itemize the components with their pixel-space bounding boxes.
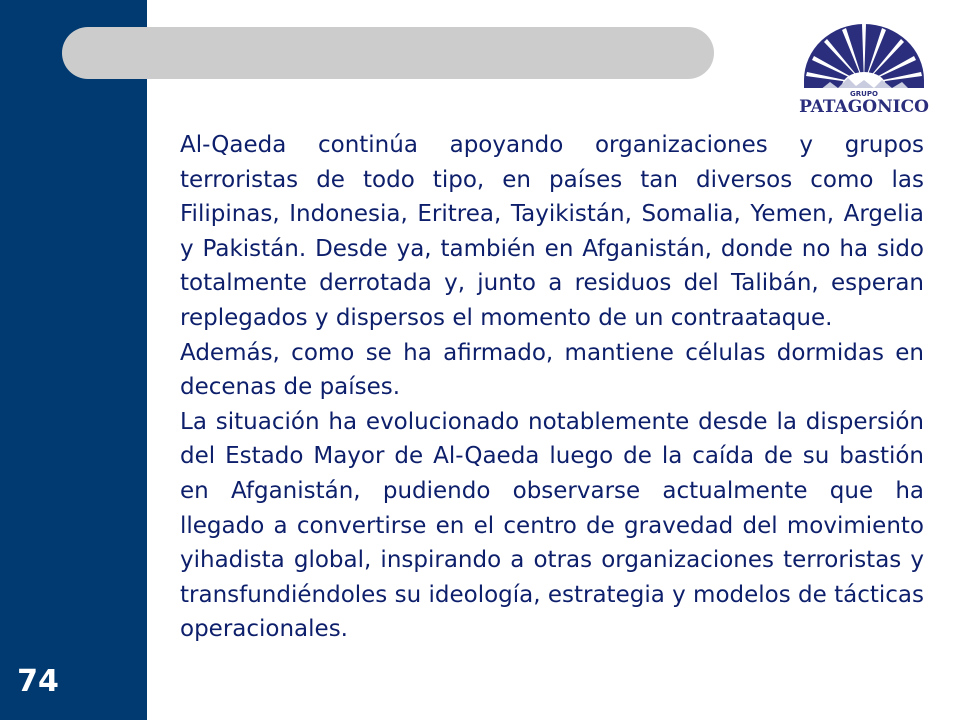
title-bar (62, 27, 714, 79)
paragraph-1: Al-Qaeda continúa apoyando organizaciones y grupos terroristas de todo tipo, en países tan diversos como las Filipinas, Indonesia, Eritrea, Tayikistán, Somalia, Yemen, Argelia y Pakistán. Desde ya, también en Afganistán, donde no ha sido totalmente derrotada y, junto a residuos del Talibán, esperan replegados y dispersos el momento de un contraataque. (180, 132, 924, 331)
left-sidebar-band (0, 0, 147, 720)
slide-body-text (180, 128, 924, 647)
slide-number: 74 (17, 664, 59, 699)
logo-top-text: GRUPO (850, 90, 878, 98)
logo-name: PATAGONICO (799, 97, 929, 117)
paragraph-2: Además, como se ha afirmado, mantiene células dormidas en decenas de países. (180, 339, 924, 401)
grupo-patagonico-logo (790, 18, 938, 120)
paragraph-3: La situación ha evolucionado notablemente desde la dispersión del Estado Mayor de Al-Qaeda luego de la caída de su bastión en Afganistán, pudiendo observarse actualmente que ha llegado a convertirse en el centro de gravedad del movimiento yihadista global, inspirando a otras organizaciones terroristas y transfundiéndoles su ideología, estrategia y modelos de tácticas operacionales. (180, 408, 924, 643)
